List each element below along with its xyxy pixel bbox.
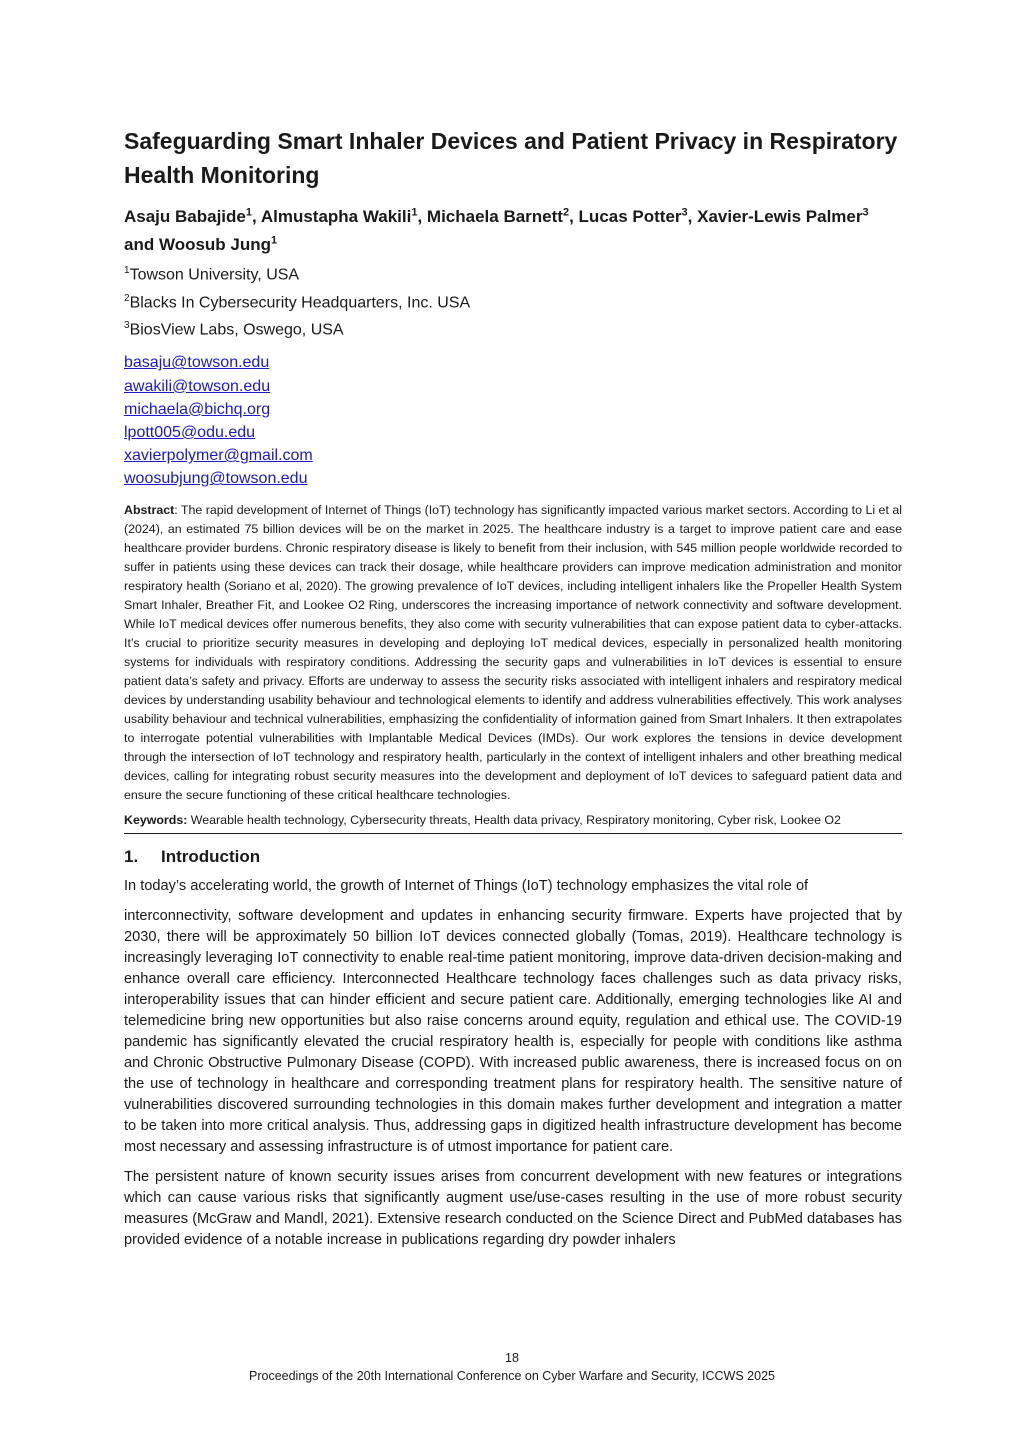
affiliation: $^2$Blacks In Cybersecurity Headquarters, Inc. USA <box>124 292 471 311</box>
email-link[interactable]: xavierpolymer@gmail.com <box>124 447 313 465</box>
email-link[interactable]: awakili@towson.edu <box>124 377 271 395</box>
affiliation-list <box>124 259 902 341</box>
author: Almustapha Wakili$^1$, <box>260 206 427 226</box>
email-link[interactable]: basaju@towson.edu <box>124 354 270 372</box>
author: Asaju Babajide$^1$, <box>124 206 261 226</box>
paper-title: Safeguarding Smart Inhaler Devices and Patient Privacy in Respiratory Health Monitoring <box>124 128 898 188</box>
section-heading <box>124 845 902 869</box>
paper-page <box>124 124 902 1251</box>
author: Michaela Barnett$^2$, <box>426 206 579 226</box>
section-divider <box>124 833 902 834</box>
author: Lucas Potter$^3$, <box>578 206 698 226</box>
author: Woosub Jung$^1$ <box>158 234 278 255</box>
section-number: 1. <box>124 846 139 866</box>
keywords-text: Wearable health technology, Cybersecurity threats, Health data privacy, Respiratory monitoring, Cyber risk, Lookee O2 <box>187 812 841 827</box>
proceedings-footer: Proceedings of the 20th International Conference on Cyber Warfare and Security, ICCWS 2025 <box>249 1369 775 1383</box>
email-link[interactable]: woosubjung@towson.edu <box>124 470 308 488</box>
page-number: 18 <box>505 1351 519 1365</box>
affiliation: $^3$BiosView Labs, Oswego, USA <box>124 319 344 339</box>
affiliation: $^1$Towson University, USA <box>124 265 300 284</box>
email-link[interactable]: lpott005@odu.edu <box>124 423 256 441</box>
keywords-label: Keywords: <box>124 812 188 827</box>
author: Xavier-Lewis Palmer$^3$ and <box>124 206 869 255</box>
email-link[interactable]: michaela@bichq.org <box>124 400 271 418</box>
author-list <box>124 200 902 257</box>
keywords <box>124 811 902 830</box>
email-list <box>124 351 902 490</box>
abstract-label: Abstract <box>124 502 175 517</box>
abstract-text: : The rapid development of Internet of Things (IoT) technology has significantly impacted various market sectors. According to Li et al (2024), an estimated 75 billion devices will be on the market in 2025. The healthcare industry is a target to improve patient care and ease healthcare provider burdens. Chronic respiratory disease is likely to benefit from their inclusion, with 545 million people worldwide recorded to suffer in patients using these devices can track their dosage, while healthcare providers can improve medication administration and monitor respiratory health (Soriano et al, 2020). The growing prevalence of IoT devices, including intelligent inhalers like the Propeller Health System Smart Inhaler, Breather Fit, and Lookee O2 Ring, underscores the increasing importance of network connectivity and software development. While IoT medical devices offer numerous benefits, they also come with security vulnerabilities that can expose patient data to cyber-attacks. It’s crucial to prioritize security measures in developing and deploying IoT medical devices, especially in personalized health monitoring systems for individuals with respiratory conditions. Addressing the security gaps and vulnerabilities in IoT devices is essential to ensure patient data’s safety and privacy. Efforts are underway to assess the security risks associated with intelligent inhalers and respiratory medical devices by understanding usability behaviour and technological elements to identify and address vulnerabilities effectively. This work analyses usability behaviour and technical vulnerabilities, emphasizing the confidentiality of information gained from Smart Inhalers. It then extrapolates to interrogate potential vulnerabilities with Implantable Medical Devices (IMDs). Our work explores the tensions in device development through the intersection of IoT technology and respiratory health, particularly in the context of intelligent inhalers and other breathing medical devices, calling for integrating robust security measures into the development and deployment of IoT devices to safeguard patient data and ensure the secure functioning of these critical healthcare technologies. <box>124 502 902 802</box>
body-paragraph: The persistent nature of known security issues arises from concurrent development with new features or integrations which can cause various risks that significantly augment use/use-cases resulting in the use of more robust security measures (McGraw and Mandl, 2021). Extensive research conducted on the Science Direct and PubMed databases has provided evidence of a notable increase in publications regarding dry powder inhalers <box>124 1168 902 1248</box>
body-paragraph: In today’s accelerating world, the growth of Internet of Things (IoT) technology emphasizes the vital role of <box>124 877 809 894</box>
abstract <box>124 501 902 805</box>
section-title: Introduction <box>161 846 261 866</box>
body-paragraph: interconnectivity, software development and updates in enhancing security firmware. Experts have projected that by 2030, there will be approximately 50 billion IoT devices connected globally (Tomas, 2019). Healthcare technology is increasingly leveraging IoT connectivity to enable real-time patient monitoring, improve data-driven decision-making and enhance overall care efficiency. Interconnected Healthcare technology faces challenges such as data privacy risks, interoperability issues that can hinder efficient and secure patient care. Additionally, emerging technologies like AI and telemedicine bring new opportunities but also raise concerns around equity, regulation and ethical use. The COVID-19 pandemic has significantly elevated the crucial respiratory health is, especially for people with conditions like asthma and Chronic Obstructive Pulmonary Disease (COPD). With increased public awareness, there is increased focus on on the use of technology in healthcare and corresponding treatment plans for respiratory health. The sensitive nature of vulnerabilities discovered surrounding technologies in this domain makes further development and integration a matter to be taken into more critical analysis. Thus, addressing gaps in digitized health infrastructure development has become most necessary and assessing infrastructure is of utmost importance for patient care. <box>124 907 902 1155</box>
